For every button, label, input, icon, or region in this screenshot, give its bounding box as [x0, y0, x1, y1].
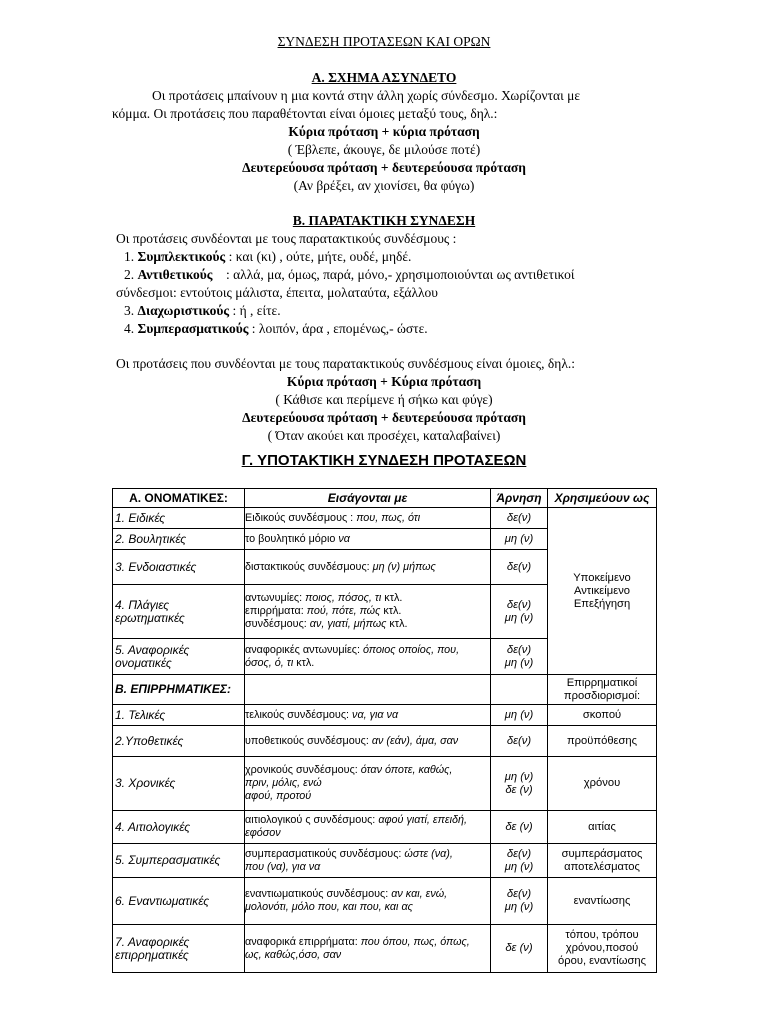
conjunction-item-4: 4. Συμπερασματικούς : λοιπόν, άρα , επομένως,- ώστε.	[124, 321, 428, 336]
clause-name: 4. Πλάγιες ερωτηματικές	[113, 585, 245, 639]
table-row	[113, 811, 657, 844]
section-b-intro: Οι προτάσεις συνδέονται με τους παρατακτικούς συνδέσμους :	[116, 231, 457, 246]
subordinate-clauses-table	[112, 488, 657, 973]
clause-intro: χρονικούς συνδέσμους: όταν όποτε, καθώς, πριν, μόλις, ενώ αφού, προτού	[245, 757, 491, 811]
section-c-heading: Γ. ΥΠΟΤΑΚΤΙΚΗ ΣΥΝΔΕΣΗ ΠΡΟΤΑΣΕΩΝ	[241, 452, 527, 469]
section-a-heading: Α. ΣΧΗΜΑ ΑΣΥΝΔΕΤΟ	[311, 70, 457, 85]
page-title: ΣΥΝΔΕΣΗ ΠΡΟΤΑΣΕΩΝ ΚΑΙ ΟΡΩΝ	[277, 34, 491, 49]
section-a-para-line-2: κόμμα. Οι προτάσεις που παραθέτονται είναι όμοιες μεταξύ τους, δηλ.:	[112, 106, 498, 121]
table-row	[113, 844, 657, 878]
table-row	[113, 757, 657, 811]
clause-name: 6. Εναντιωματικές	[113, 878, 245, 925]
clause-intro: Ειδικούς συνδέσμους : που, πως, ότι	[245, 508, 491, 529]
conjunction-item-2-continued: σύνδεσμοι: εντούτοις μάλιστα, έπειτα, μολαταύτα, εξάλλου	[116, 285, 438, 300]
clause-name: 2.Υποθετικές	[113, 726, 245, 757]
clause-name: 3. Χρονικές	[113, 757, 245, 811]
clause-name: 2. Βουλητικές	[113, 529, 245, 550]
section-b-heading: Β. ΠΑΡΑΤΑΚΤΙΚΗ ΣΥΝΔΕΣΗ	[292, 213, 476, 228]
table-row	[113, 925, 657, 973]
clause-intro: αναφορικά επιρρήματα: που όπου, πως, όπως, ως, καθώς,όσο, σαν	[245, 925, 491, 973]
clause-intro: αναφορικές αντωνυμίες: όποιος οποίος, που, όσος, ό, τι κτλ.	[245, 639, 491, 675]
clause-usage: σκοπού	[548, 705, 657, 726]
header-nominal: Α. ΟΝΟΜΑΤΙΚΕΣ:	[113, 489, 245, 508]
section-a-formula-2: Δευτερεύουσα πρόταση + δευτερεύουσα πρόταση	[242, 160, 526, 175]
clause-usage: προϋπόθεσης	[548, 726, 657, 757]
table-row	[113, 726, 657, 757]
clause-negation: δε(ν) μη (ν)	[491, 585, 548, 639]
clause-negation: δε (ν)	[491, 925, 548, 973]
nominal-usage	[548, 508, 657, 675]
clause-negation: δε(ν) μη (ν)	[491, 639, 548, 675]
section-b-example-1: ( Κάθισε και περίμενε ή σήκω και φύγε)	[275, 392, 493, 407]
section-b-formula-2: Δευτερεύουσα πρόταση + δευτερεύουσα πρόταση	[242, 410, 526, 425]
clause-usage: τόπου, τρόπου χρόνου,ποσού όρου, εναντίωσης	[548, 925, 657, 973]
header-negation: Άρνηση	[491, 489, 548, 508]
clause-name: 1. Τελικές	[113, 705, 245, 726]
clause-usage: συμπεράσματος αποτελέσματος	[548, 844, 657, 878]
clause-intro: το βουλητικό μόριο να	[245, 529, 491, 550]
clause-negation: δε(ν)	[491, 550, 548, 585]
conjunction-item-3: 3. Διαχωριστικούς : ή , είτε.	[124, 303, 281, 318]
usage-explanation: Επεξήγηση	[573, 597, 631, 610]
conjunction-item-2: 2. Αντιθετικούς : αλλά, μα, όμως, παρά, μόνο,- χρησιμοποιούνται ως αντιθετικοί	[124, 267, 575, 282]
header-introduced-by: Εισάγονται με	[245, 489, 491, 508]
clause-negation: δε(ν) μη (ν)	[491, 878, 548, 925]
section-a-formula-1: Κύρια πρόταση + κύρια πρόταση	[288, 124, 480, 139]
clause-intro: τελικούς συνδέσμους: να, για να	[245, 705, 491, 726]
adverbial-usage: Επιρρηματικοί προσδιορισμοί:	[548, 675, 657, 705]
section-b-example-2: ( Όταν ακούει και προσέχει, καταλαβαίνει)	[267, 428, 501, 443]
usage-object: Αντικείμενο	[573, 584, 631, 597]
clause-negation: δε (ν)	[491, 811, 548, 844]
table-header-row	[113, 489, 657, 508]
clause-usage: χρόνου	[548, 757, 657, 811]
clause-intro: αιτιολογικού ς συνδέσμους: αφού γιατί, επειδή, εφόσον	[245, 811, 491, 844]
adverbial-heading: Β. ΕΠΙΡΡΗΜΑΤΙΚΕΣ:	[113, 675, 245, 705]
clause-name: 5. Συμπερασματικές	[113, 844, 245, 878]
clause-name: 4. Αιτιολογικές	[113, 811, 245, 844]
section-b-formula-1: Κύρια πρόταση + Κύρια πρόταση	[286, 374, 482, 389]
clause-name: 7. Αναφορικές επιρρηματικές	[113, 925, 245, 973]
clause-negation: μη (ν)	[491, 705, 548, 726]
clause-intro: διστακτικούς συνδέσμους: μη (ν) μήπως	[245, 550, 491, 585]
clause-negation: μη (ν)	[491, 529, 548, 550]
clause-intro: συμπερασματικούς συνδέσμους: ώστε (να), που (να), για να	[245, 844, 491, 878]
clause-name: 1. Ειδικές	[113, 508, 245, 529]
section-a-example-2: (Αν βρέξει, αν χιονίσει, θα φύγω)	[293, 178, 475, 193]
header-usage: Χρησιμεύουν ως	[548, 489, 657, 508]
clause-intro: υποθετικούς συνδέσμους: αν (εάν), άμα, σαν	[245, 726, 491, 757]
section-b-para: Οι προτάσεις που συνδέονται με τους παρατακτικούς συνδέσμους είναι όμοιες, δηλ.:	[116, 356, 575, 371]
table-row	[113, 705, 657, 726]
clause-name: 5. Αναφορικές ονοματικές	[113, 639, 245, 675]
usage-subject: Υποκείμενο	[573, 571, 631, 584]
clause-negation: δε(ν)	[491, 726, 548, 757]
clause-name: 3. Ενδοιαστικές	[113, 550, 245, 585]
section-a-para-line-1: Οι προτάσεις μπαίνουν η μια κοντά στην άλλη χωρίς σύνδεσμο. Χωρίζονται με	[152, 88, 581, 103]
clause-intro: εναντιωματικούς συνδέσμους: αν και, ενώ, μολονότι, μόλο που, και που, και ας	[245, 878, 491, 925]
adverbial-header-row	[113, 675, 657, 705]
conjunction-item-1: 1. Συμπλεκτικούς : και (κι) , ούτε, μήτε, ουδέ, μηδέ.	[124, 249, 412, 264]
clause-usage: εναντίωσης	[548, 878, 657, 925]
clause-negation: δε(ν)	[491, 508, 548, 529]
table-row	[113, 508, 657, 529]
table-row	[113, 878, 657, 925]
clause-negation: μη (ν) δε (ν)	[491, 757, 548, 811]
clause-usage: αιτίας	[548, 811, 657, 844]
section-a-example-1: ( Έβλεπε, άκουγε, δε μιλούσε ποτέ)	[287, 142, 481, 157]
clause-intro: αντωνυμίες: ποιος, πόσος, τι κτλ. επιρρήματα: πού, πότε, πώς κτλ. συνδέσμους: αν, γιατί, μήπως κτλ.	[245, 585, 491, 639]
clause-negation: δε(ν) μη (ν)	[491, 844, 548, 878]
